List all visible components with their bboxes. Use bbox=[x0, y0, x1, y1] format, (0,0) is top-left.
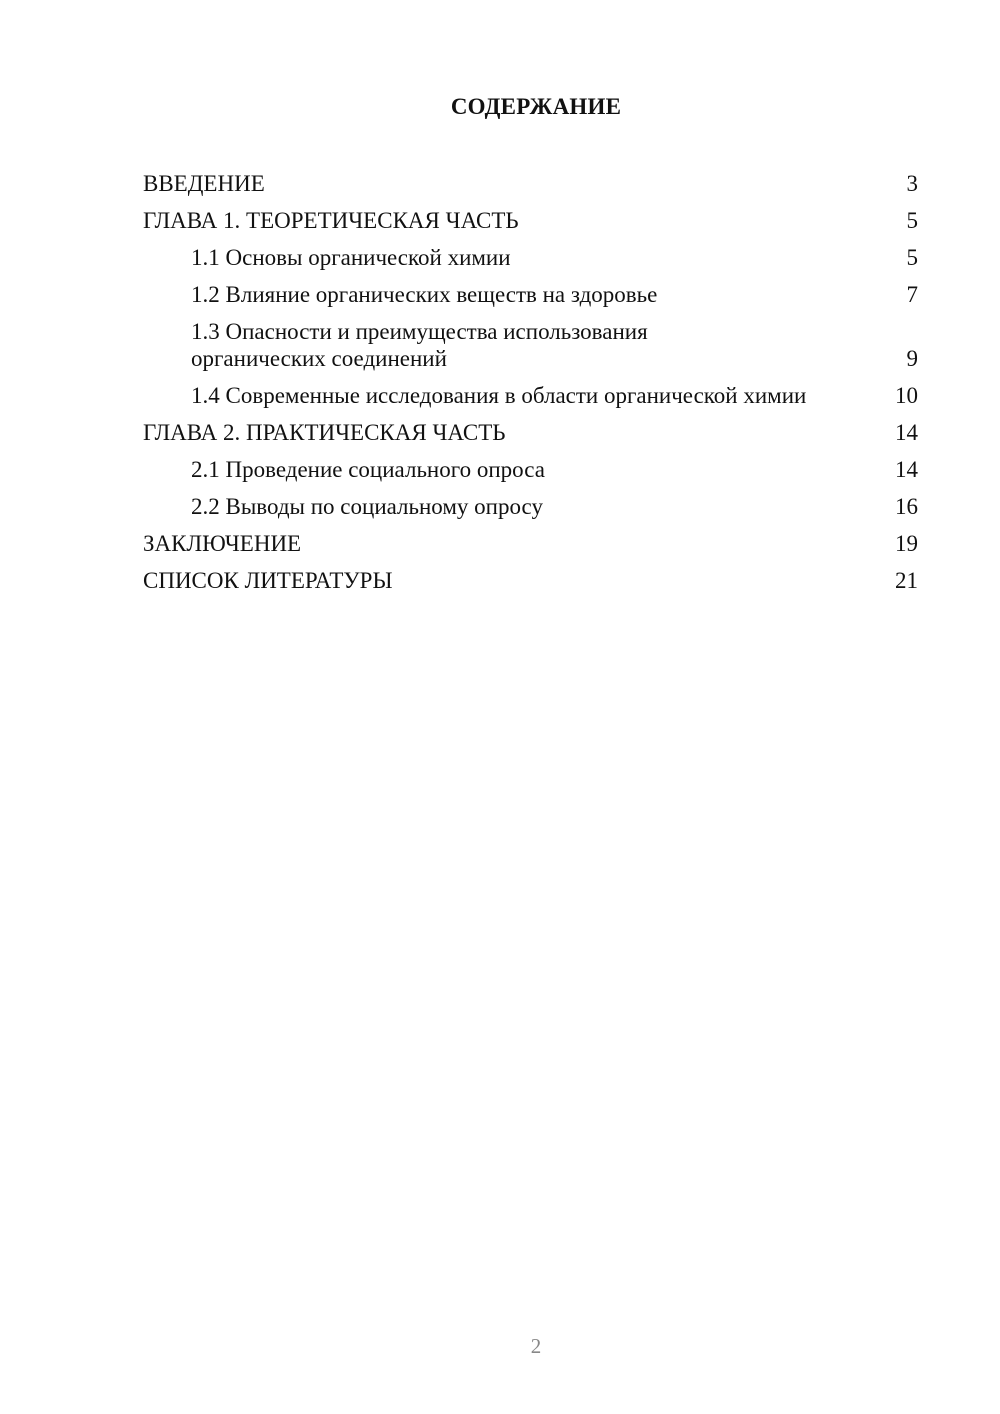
toc-entry-section-1-1[interactable] bbox=[143, 244, 918, 281]
toc-entry-section-2-1[interactable] bbox=[143, 456, 918, 493]
toc-entry-page: 16 bbox=[895, 494, 918, 519]
toc-entry-text: ЗАКЛЮЧЕНИЕ bbox=[143, 531, 302, 556]
toc-entry-chapter-2[interactable] bbox=[143, 419, 918, 456]
toc-entry-text: 2.1 Проведение социального опроса bbox=[191, 457, 545, 482]
toc-entry-chapter-1[interactable] bbox=[143, 207, 918, 244]
toc-entry-conclusion[interactable] bbox=[143, 530, 918, 567]
toc-entry-section-1-4[interactable] bbox=[143, 382, 918, 419]
toc-entry-text: ГЛАВА 1. ТЕОРЕТИЧЕСКАЯ ЧАСТЬ bbox=[143, 208, 519, 233]
toc-entry-page: 5 bbox=[906, 245, 918, 270]
toc-entry-page: 7 bbox=[906, 282, 918, 307]
toc-entry-page: 19 bbox=[895, 531, 918, 556]
toc-entry-page: 9 bbox=[906, 346, 918, 371]
toc-entry-section-1-3[interactable] bbox=[143, 318, 918, 382]
toc-entry-page: 3 bbox=[906, 171, 918, 196]
toc-title: СОДЕРЖАНИЕ bbox=[450, 94, 622, 119]
toc-entry-references[interactable] bbox=[143, 567, 918, 604]
toc-entry-text: СПИСОК ЛИТЕРАТУРЫ bbox=[143, 568, 393, 593]
toc-entry-text: 1.1 Основы органической химии bbox=[191, 245, 511, 270]
toc-entry-text: 1.4 Современные исследования в области органической химии bbox=[191, 383, 807, 408]
toc-entry-text: 1.3 Опасности и преимущества использования органических соединений bbox=[191, 319, 648, 371]
toc-entry-page: 14 bbox=[895, 457, 918, 482]
toc-entry-page: 21 bbox=[895, 568, 918, 593]
toc-entry-text: ВВЕДЕНИЕ bbox=[143, 171, 265, 196]
toc-entry-page: 10 bbox=[895, 383, 918, 408]
toc-entry-introduction[interactable] bbox=[143, 170, 918, 207]
table-of-contents bbox=[143, 170, 918, 604]
toc-entry-text: 1.2 Влияние органических веществ на здоровье bbox=[191, 282, 658, 307]
toc-entry-page: 5 bbox=[906, 208, 918, 233]
toc-entry-section-1-2[interactable] bbox=[143, 281, 918, 318]
toc-entry-text: 2.2 Выводы по социальному опросу bbox=[191, 494, 543, 519]
toc-entry-text: ГЛАВА 2. ПРАКТИЧЕСКАЯ ЧАСТЬ bbox=[143, 420, 506, 445]
toc-entry-section-2-2[interactable] bbox=[143, 493, 918, 530]
page-number: 2 bbox=[530, 1334, 542, 1358]
toc-entry-page: 14 bbox=[895, 420, 918, 445]
